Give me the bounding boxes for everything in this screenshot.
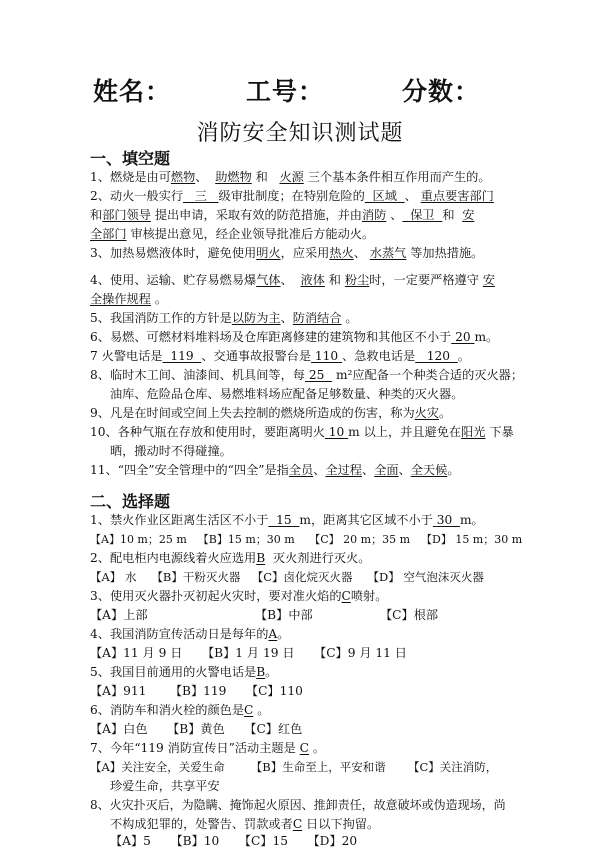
option-c: 【C】关注消防， <box>407 760 498 774</box>
option-a: 【A】5 <box>110 834 151 848</box>
choice-question-7: 7、今年“119 消防宣传日”活动主题是 C 。 <box>90 741 326 755</box>
fill-question-4: 4、使用、运输、贮存易燃易爆气体、 液体 和 粉尘时，一定要严格遵守 安 <box>90 273 495 287</box>
option-b: 【B】生命至上，平安和谐 <box>250 760 386 774</box>
option-c: 【C】红色 <box>244 722 303 736</box>
choice-question-6-options <box>90 720 306 739</box>
fill-question-11: 11、“四全”安全管理中的“四全”是指全员、全过程、全面、全天候。 <box>90 463 460 477</box>
option-b: 【B】10 <box>170 834 220 848</box>
fill-question-3: 3、加热易燃液体时，避免使用明火，应采用热火、 水蒸气 等加热措施。 <box>90 246 484 260</box>
choice-question-1: 1、禁火作业区距离生活区不小于 15 m，距离其它区域不小于 30 m。 <box>90 513 484 527</box>
option-a: 【A】911 <box>90 684 147 698</box>
option-a: 【A】 水 <box>90 570 137 584</box>
choice-question-1-options <box>90 530 526 549</box>
choice-question-8-options <box>110 834 361 848</box>
option-c: 【C】卤化烷灭火器 <box>251 570 353 584</box>
option-a: 【A】白色 <box>90 722 148 736</box>
choice-question-6: 6、消防车和消火栓的颜色是C 。 <box>90 703 270 717</box>
option-c: 【C】根部 <box>380 608 439 622</box>
choice-question-2-options <box>90 568 488 587</box>
option-a: 【A】11 月 9 日 <box>90 646 183 660</box>
option-b: 【B】干粉灭火器 <box>151 570 241 584</box>
exam-header <box>0 72 600 108</box>
fill-question-10: 10、各种气瓶在存放和使用时，要距离明火 10 m 以上，并且避免在阳光 下暴 <box>90 425 514 439</box>
fill-question-7: 7 火警电话是 119 、交通事故报警台是 110 、急救电话是 120 。 <box>90 349 470 363</box>
option-c: 【C】15 <box>238 834 288 848</box>
option-b: 【B】15 m；30 m <box>197 533 295 546</box>
page-title: 消防安全知识测试题 <box>196 121 404 146</box>
option-c: 【C】 20 m；35 m <box>309 533 410 546</box>
section-heading-fill-in: 一、填空题 <box>90 149 171 168</box>
option-b: 【B】1 月 19 日 <box>201 646 295 660</box>
choice-question-5: 5、我国目前通用的火警电话是B。 <box>90 665 278 679</box>
option-a: 【A】10 m；25 m <box>90 533 187 546</box>
option-d: 【D】 空气泡沫灭火器 <box>367 570 484 584</box>
choice-question-3: 3、使用灭火器扑灭初起火灾时，要对准火焰的C喷射。 <box>90 589 388 603</box>
choice-question-2: 2、配电柜内电源线着火应选用B 灭火剂进行灭火。 <box>90 551 371 565</box>
choice-question-4-options <box>90 644 411 663</box>
fill-question-8: 8、临时木工间、油漆间、机具间等，每 25 m²应配备一个种类合适的灭火器； <box>90 368 524 382</box>
option-c: 【C】110 <box>245 684 303 698</box>
choice-question-4: 4、我国消防宣传活动日是每年的A。 <box>90 627 290 641</box>
fill-question-4-line2: 全操作规程 。 <box>90 292 167 306</box>
employee-id-label: 工号： <box>246 77 325 106</box>
option-c: 【C】9 月 11 日 <box>314 646 407 660</box>
fill-question-5: 5、我国消防工作的方针是以防为主、防消结合 。 <box>90 311 358 325</box>
choice-question-8: 8、火灾扑灭后，为隐瞒、掩饰起火原因、推卸责任，故意破坏或伪造现场，尚 <box>90 798 506 812</box>
option-d: 【D】 15 m；30 m <box>421 533 523 546</box>
score-label: 分数： <box>402 77 481 106</box>
fill-question-10-line2: 晒，搬动时不得碰撞。 <box>110 444 232 458</box>
choice-question-7-options-cont: 珍爱生命，共享平安 <box>110 779 220 793</box>
fill-question-2-line2: 和部门领导 提出申请，采取有效的防范措施，并由消防 、 保卫 和 安 <box>90 208 475 222</box>
fill-question-2: 2、动火一般实行 三 级审批制度；在特别危险的 区域 、 重点要害部门 <box>90 189 494 203</box>
fill-question-6: 6、易燃、可燃材料堆料场及仓库距离修建的建筑物和其他区不小于 20 m。 <box>90 330 499 344</box>
choice-question-5-options <box>90 682 307 701</box>
option-d: 【D】20 <box>307 834 358 848</box>
fill-question-9: 9、凡是在时间或空间上失去控制的燃烧所造成的伤害，称为火灾。 <box>90 406 452 420</box>
name-label: 姓名： <box>93 77 172 106</box>
fill-question-1: 1、燃烧是由可燃物、 助燃物 和 火源 三个基本条件相互作用而产生的。 <box>90 170 491 184</box>
choice-question-7-options <box>90 758 501 777</box>
option-b: 【B】119 <box>169 684 227 698</box>
option-b: 【B】中部 <box>255 608 313 622</box>
fill-question-2-line3: 全部门 审核提出意见，经企业领导批准后方能动火。 <box>90 227 375 241</box>
option-b: 【B】黄色 <box>167 722 225 736</box>
choice-question-8-line2: 不构成犯罪的，处警告、罚款或者C 日以下拘留。 <box>110 817 380 831</box>
fill-question-8-line2: 油库、危险品仓库、易燃堆料场应配备足够数量、种类的灭火器。 <box>110 387 464 401</box>
option-a: 【A】上部 <box>90 608 148 622</box>
option-a: 【A】关注安全，关爱生命 <box>90 760 225 774</box>
section-heading-multiple-choice: 二、选择题 <box>90 492 171 511</box>
